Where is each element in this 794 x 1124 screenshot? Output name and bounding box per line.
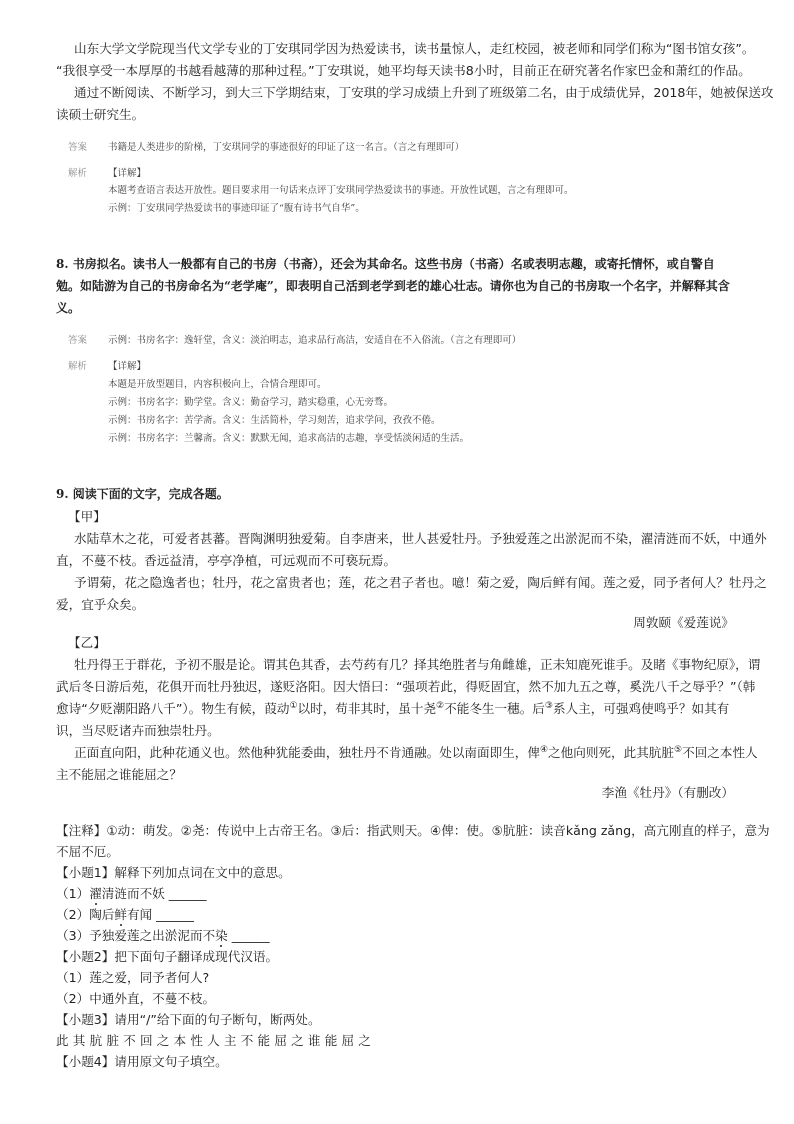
analysis-line: 示例：书房名字：勤学堂。含义：勤奋学习，踏实稳重，心无旁骛。 [108,397,394,408]
subquestion-2: 【小题2】把下面句子翻译成现代汉语。 [56,949,279,964]
note-marker: ① [289,700,298,711]
note-marker: ④ [539,744,549,755]
subquestion-1: 【小题1】解释下列加点词在文中的意思。 [56,865,291,880]
analysis-line: 示例：书房名字：兰馨斋。含义：默默无闻，追求高洁的志趣，享受恬淡闲适的生活。 [108,433,470,444]
analysis-line: 示例：丁安琪同学热爱读书的事迹印证了“腹有诗书气自华”。 [108,203,365,214]
jia-line: 予谓菊，花之隐逸者也；牡丹，花之富贵者也；莲，花之君子者也。噫！菊之爱，陶后鲜有闻。莲之爱，同予者何人？牡丹之 [74,575,767,590]
answer-label: 答案 [68,142,88,153]
q9-stem: 9. 阅读下面的文字，完成各题。 [56,487,229,501]
subquestion-1-item: （3）予独爱莲之出淤泥而不染 ______ [56,928,270,943]
yi-line: 牡丹得王于群花，予初不服是论。谓其色其香，去芍药有几？择其绝胜者与角雌雄，正未知鹿死谁手。及睹《事物纪原》，谓 [74,657,761,672]
subquestion-1-item: （2）陶后鲜有闻 ______ [56,907,194,922]
note-marker: ② [436,700,445,711]
intro-line-2: “我很享受一本厚厚的书越看越薄的那种过程。”丁安琪说，她平均每天读书8小时，目前正在研究著名作家巴金和萧红的作品。 [56,63,751,78]
subquestion-2-item: （1）莲之爱，同予者何人? [56,970,210,985]
answer-text: 示例：书房名字：逸轩堂，含义：淡泊明志，追求品行高洁，安适自在不入俗流。（言之有理即可） [108,335,522,346]
notes-line: 不屈不厄。 [56,844,119,859]
q8-stem-line: 8. 书房拟名。读书人一般都有自己的书房（书斋），还会为其命名。这些书房（书斋）名或表明志趣，或寄托情怀，或自警自 [56,257,715,271]
subquestion-4: 【小题4】请用原文句子填空。 [56,1054,228,1069]
analysis-line: 示例：书房名字：苦学斋。含义：生活简朴，学习刻苦，追求学问，孜孜不倦。 [108,415,441,426]
analysis-line: 本题是开放型题目，内容积极向上，合情合理即可。 [108,379,327,390]
dotted-word: 鲜 [114,907,127,922]
jia-line: 直，不蔓不枝。香远益清，亭亭净植，可远观而不可亵玩焉。 [56,553,397,568]
dotted-word: 染 [215,928,228,943]
dotted-word: 濯 [89,886,102,901]
intro-line-3: 通过不断阅读、不断学习，到大三下学期结束，丁安琪的学习成绩上升到了班级第二名，由于成绩优异，2018年，她被保送攻 [74,85,774,100]
detail-tag: 【详解】 [108,168,147,179]
note-marker: ③ [544,700,553,711]
notes-line: 【注释】①动：萌发。②尧：传说中上古帝王名。③后：指武则天。④俾：使。⑤肮脏：读音kǎng zǎng，高亢刚直的样子，意为 [56,823,770,838]
yi-source: 李渔《牡丹》（有删改） [601,785,734,800]
intro-line-1: 山东大学文学院现当代文学专业的丁安琪同学因为热爱读书，读书量惊人，走红校园，被老师和同学们称为“图书馆女孩”。 [74,41,755,56]
yi-line: 武后冬日游后苑，花俱开而牡丹独迟，遂贬洛阳。因大悟曰：“强项若此，得贬固宜，然不加九五之尊，奚洗八千之辱乎？”（韩 [56,679,756,694]
yi-line: 主不能屈之谁能屈之？ [56,767,182,782]
jia-label: 【甲】 [68,509,106,524]
note-marker: ⑤ [673,744,683,755]
q8-stem-line: 勉。如陆游为自己的书房命名为“老学庵”，即表明自己活到老学到老的雄心壮志。请你也为自己的书房取一个名字，并解释其含 [56,279,730,293]
yi-label: 【乙】 [68,635,106,650]
analysis-label: 解析 [68,168,88,179]
jia-line: 水陆草木之花，可爱者甚蕃。晋陶渊明独爱菊。自李唐来，世人甚爱牡丹。予独爱莲之出淤泥而不染，濯清涟而不妖，中通外 [74,531,767,546]
answer-text: 书籍是人类进步的阶梯，丁安琪同学的事迹很好的印证了这一名言。（言之有理即可） [108,142,465,153]
intro-line-4: 读硕士研究生。 [56,107,145,122]
analysis-label: 解析 [68,361,88,372]
jia-line: 爱，宜乎众矣。 [56,597,145,612]
subquestion-2-item: （2）中通外直，不蔓不枝。 [56,991,216,1006]
detail-tag: 【详解】 [108,361,147,372]
yi-line: 正面直向阳，此种花通义也。然他种犹能委曲，独牡丹不肯通融。处以南面即生，俾④之他向则死，此其肮脏⑤不回之本性人 [74,744,758,760]
analysis-line: 本题考查语言表达开放性。题目要求用一句话来点评丁安琪同学热爱读书的事迹。开放性试题，言之有理即可。 [108,185,574,196]
yi-line: 愈诗“夕贬潮阳路八千”）。物生有候，葭动①以时，苟非其时，虽十尧②不能冬生一穗。后③系人主，可强鸡使鸣乎？如其有 [56,700,730,716]
subquestion-3: 【小题3】请用“/”给下面的句子断句，断两处。 [56,1012,321,1027]
q8-stem-line: 义。 [56,301,81,315]
answer-label: 答案 [68,335,88,346]
subquestion-1-item: （1）濯清涟而不妖 ______ [56,886,207,901]
sentence-to-punctuate: 此其肮脏不回之本性人主不能屈之谁能屈之 [56,1033,376,1048]
yi-line: 识，当尽贬诸卉而独崇牡丹。 [56,723,220,738]
jia-source: 周敦颐《爱莲说》 [633,615,734,630]
